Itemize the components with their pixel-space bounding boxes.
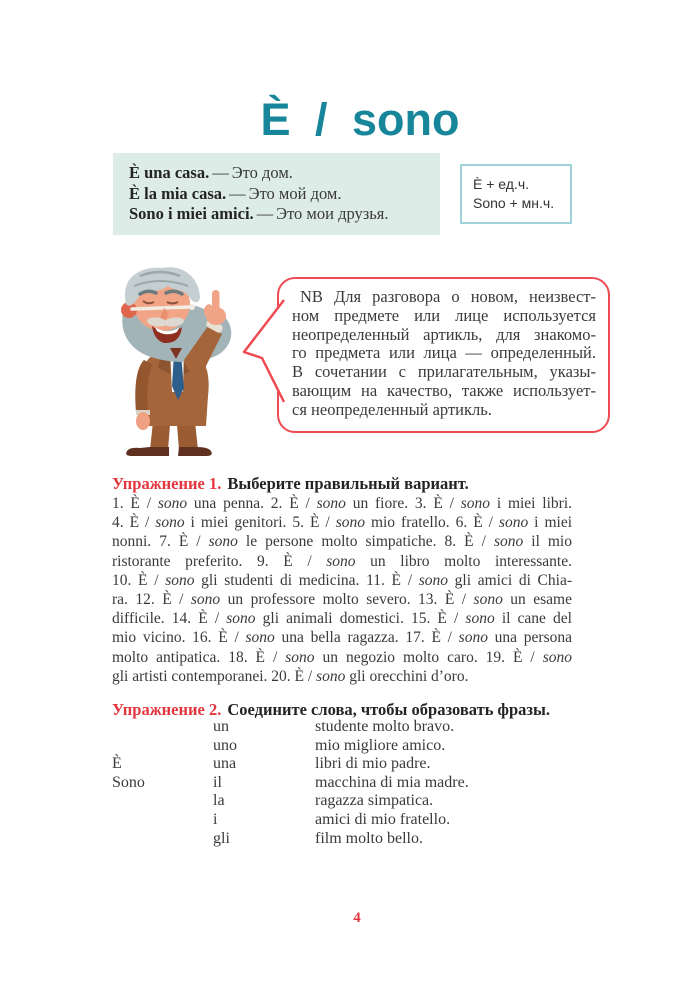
text-line: ном предмете или лице используется (292, 305, 596, 325)
exercise1-instruction: Выберите правильный вариант. (227, 474, 469, 493)
text-line: gli artisti contemporanei. 20. È / sono gli orecchini d’oro. (112, 667, 469, 685)
text-line: nonni. 7. È / sono le persone molto simpatiche. 8. È / sono il mio (112, 533, 572, 551)
exercise2-label: Упражнение 2. (112, 700, 222, 719)
match-row (112, 774, 572, 793)
page-title: È / sono (260, 94, 460, 146)
example-line (129, 204, 440, 225)
pointing-finger (212, 290, 220, 318)
example-italian: È la mia casa. (129, 183, 227, 203)
speech-bubble-tail (236, 294, 286, 408)
text-line: ся неопределенный артикль. (292, 399, 492, 419)
match-row (112, 830, 572, 849)
text-line: 10. È / sono gli studenti di medicina. 11. È / sono gli amici di Chia- (112, 571, 572, 589)
match-cell: mio migliore amico. (315, 736, 446, 754)
text-line: 4. È / sono i miei genitori. 5. È / sono mio fratello. 6. È / sono i miei (112, 514, 573, 532)
note-speech-bubble (277, 277, 610, 433)
match-row (112, 792, 572, 811)
text-line: го предмета или лица — определенный. (292, 343, 596, 363)
exercise2-heading (112, 700, 550, 720)
match-row (112, 737, 572, 756)
match-cell: Sono (112, 773, 145, 791)
text-line: 1. È / sono una penna. 2. È / sono un fiore. 3. È / sono i miei libri. (112, 495, 572, 512)
match-cell: uno (213, 736, 237, 754)
text-line: mio vicino. 16. È / sono una bella ragazza. 17. È / sono una persona (112, 629, 572, 647)
text-line: ristorante preferito. 9. È / sono un libro molto interessante. (112, 552, 572, 570)
match-cell: amici di mio fratello. (315, 810, 451, 828)
rule-box (460, 164, 572, 224)
glasses (132, 307, 190, 309)
text-line: molto antipatica. 18. È / sono un negozio molto caro. 19. È / sono (112, 648, 572, 666)
match-cell: È (112, 755, 122, 773)
match-cell: il (213, 773, 222, 791)
exercise1-label: Упражнение 1. (112, 474, 222, 493)
example-russian: Это дом. (231, 163, 293, 182)
match-cell: ragazza simpatica. (315, 792, 434, 810)
dash: — (256, 204, 274, 223)
match-cell (112, 718, 213, 737)
match-row (112, 718, 572, 737)
example-line (129, 184, 440, 205)
match-cell: macchina di mia madre. (315, 773, 469, 791)
match-cell (112, 737, 213, 756)
match-cell: la (213, 792, 225, 810)
left-hand (136, 412, 150, 430)
match-cell: film molto bello. (315, 829, 423, 847)
exercise1-heading (112, 474, 469, 494)
match-cell (112, 811, 213, 830)
match-cell (112, 830, 213, 849)
text-line: неопределенный артикль, для знакомо- (292, 324, 596, 344)
dash: — (229, 183, 246, 203)
match-cell: studente molto bravo. (315, 718, 455, 735)
note-text (292, 288, 596, 420)
match-cell: i (213, 810, 218, 828)
exercise2-match-grid (112, 718, 572, 848)
match-cell: gli (213, 829, 230, 847)
text-line: В сочетании с прилагательным, указы- (292, 362, 596, 382)
exercise2-instruction: Соедините слова, чтобы образовать фразы. (227, 700, 551, 719)
match-row (112, 755, 572, 774)
match-cell: una (213, 755, 237, 773)
example-russian: Это мой дом. (248, 183, 342, 203)
match-row (112, 811, 572, 830)
rule-line: È + ед.ч. (473, 176, 530, 192)
example-russian: Это мои друзья. (276, 204, 389, 223)
example-line (129, 163, 440, 184)
example-box (113, 153, 440, 235)
example-italian: È una casa. (129, 163, 210, 182)
rule-line: Sono + мн.ч. (473, 195, 555, 211)
match-cell: un (213, 718, 229, 735)
exercise1-text (112, 494, 572, 686)
page-number: 4 (353, 910, 361, 926)
match-cell: libri di mio padre. (315, 755, 431, 773)
dash: — (212, 163, 229, 182)
text-line: ra. 12. È / sono un professore molto severo. 13. È / sono un esame (112, 591, 572, 609)
tail-shape (244, 300, 284, 402)
text-line: NB Для разговора о новом, неизвест- (300, 287, 596, 306)
text-line: вающим на качество, также использует- (292, 380, 596, 400)
example-italian: Sono i miei amici. (129, 204, 254, 223)
match-cell (112, 792, 213, 811)
text-line: difficile. 14. È / sono gli animali domestici. 15. È / sono il cane del (112, 610, 572, 628)
